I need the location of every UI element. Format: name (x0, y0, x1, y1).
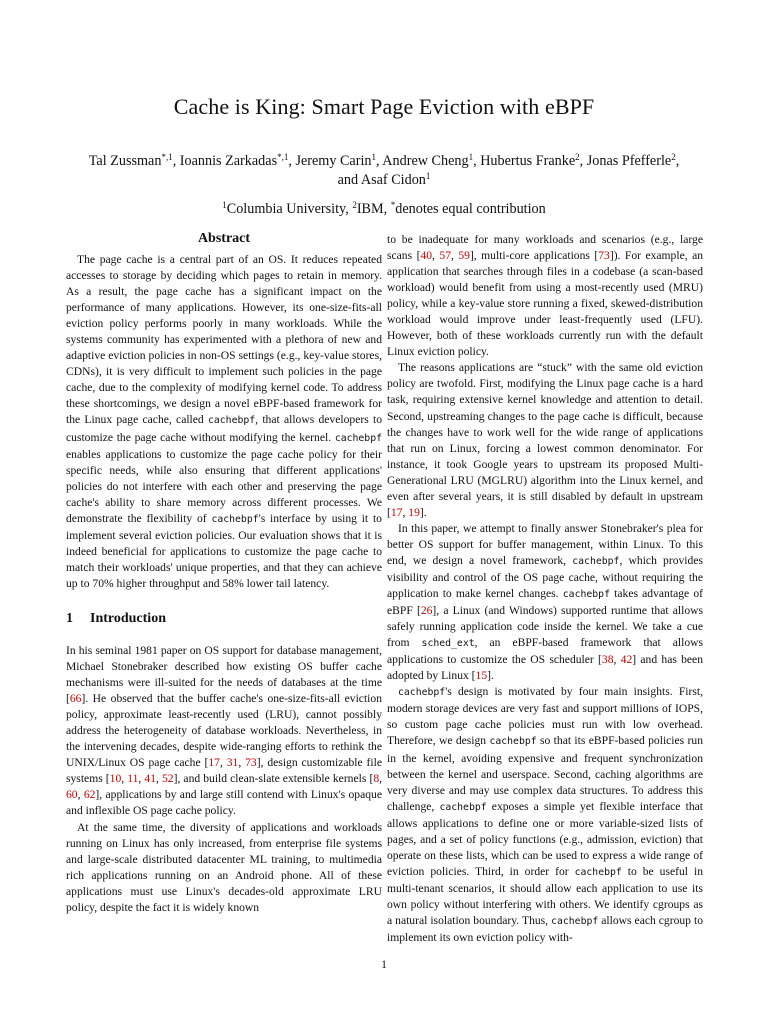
intro-paragraph-2: At the same time, the diversity of applications and workloads running on Linux has only increased, from enterprise file systems and large-scale distributed datacenter ML training, to multimedia rich applications running on an Android phone. All of these applications must use Linux's decades-old approximate LRU policy, despite the fact it is widely known (66, 820, 382, 914)
section-heading-introduction (66, 610, 382, 628)
citation-link[interactable]: 8 (373, 772, 380, 786)
right-column (387, 232, 703, 946)
citation-link[interactable]: 52 (161, 772, 174, 786)
abstract-text: The page cache is a central part of an OS. It reduces repeated accesses to storage by deciding which pages to retain in memory. As a result, the page cache has a significant impact on the performance of many applications. However, its one-size-fits-all eviction policy performs poorly in many workloads. While the systems community has experimented with a plethora of new and adaptive eviction policies in non-OS settings (e.g., key-value stores, CDNs), it is very difficult to implement such policies in the page cache, due to the complexity of modifying kernel code. To address these shortcomings, we design a novel eBPF-based framework for the Linux page cache, called cachebpf, that allows developers to customize the page cache without modifying the kernel. cachebpf enables applications to customize the page cache policy for their specific needs, while also ensuring that different applications' policies do not interfere with each other and preserving the page cache's ability to share memory across different processes. We demonstrate the flexibility of cachebpf's interface by using it to implement several eviction policies. Our evaluation shows that it is indeed beneficial for applications to customize the page cache to match their workloads' unique properties, and that they can achieve up to 70% higher throughput and 58% lower tail latency. (66, 253, 382, 590)
citation-link[interactable]: 42 (620, 653, 633, 667)
author-line-1: Tal Zussman$^{*,1}$, Ioannis Zarkadas$^{*,1}$, Jeremy Carin$^1$, Andrew Cheng$^1$, Hubertus Franke$^2$, Jonas Pfefferle$^2$, (88, 152, 680, 169)
citation-link[interactable]: 41 (144, 772, 156, 786)
author-list (60, 152, 708, 190)
paper-title: Cache is King: Smart Page Eviction with eBPF (173, 94, 595, 119)
author-line-2: and Asaf Cidon$^1$ (337, 171, 431, 188)
citation-link[interactable]: 60 (66, 788, 78, 802)
abstract-heading: Abstract (197, 231, 251, 246)
intro-paragraph-1: In his seminal 1981 paper on OS support for database management, Michael Stonebraker described how existing OS buffer cache mechanisms were ill-suited for the needs of databases at the time [66]. He observed that the buffer cache's one-size-fits-all eviction policy, approximate least-recently used (LRU), cannot possibly address the heterogeneity of database workloads. Nevertheless, in the intervening decades, despite wide-ranging efforts to rethink the UNIX/Linux OS page cache [17, 31, 73], design customizable file systems [10, 11, 41, 52], and build clean-slate extensible kernels [8, 60, 62], applications by and large still contend with Linux's opaque and inflexible OS page cache policy. (66, 643, 383, 818)
intro-paragraph-5: In this paper, we attempt to finally answer Stonebraker's plea for better OS support for buffer management, within Linux. To this end, we design a novel framework, cachebpf, which provides visibility and control of the OS page cache, without requiring the application to make kernel changes. cachebpf takes advantage of eBPF [26], a Linux (and Windows) supported runtime that allows safely running application code inside the kernel. We take a cue from sched_ext, an eBPF-based framework that allows applications to customize the OS scheduler [38, 42] and has been adopted by Linux [15]. (387, 521, 704, 683)
citation-link[interactable]: 66 (69, 692, 82, 706)
citation-link[interactable]: 17 (208, 756, 220, 770)
citation-link[interactable]: 73 (598, 249, 610, 263)
citation-link[interactable]: 62 (83, 788, 96, 802)
citation-link[interactable]: 11 (127, 772, 139, 786)
citation-link[interactable]: 59 (458, 249, 470, 263)
section-number: 1 (66, 610, 73, 626)
intro-paragraph-3: to be inadequate for many workloads and scenarios (e.g., large scans [40, 57, 59], multi-core applications [73]). For example, an application that searches through files in a codebase (a scan-based workload) would benefit from using a most-recently used (MRU) policy, while a key-value store running a fixed, skewed-distribution workload would improve under least-frequently used (LFU). However, both of these workloads currently run with the default Linux eviction policy. (387, 233, 704, 359)
citation-link[interactable]: 40 (420, 249, 433, 263)
citation-link[interactable]: 73 (245, 756, 257, 770)
citation-link[interactable]: 38 (601, 653, 614, 667)
intro-paragraph-6: cachebpf's design is motivated by four main insights. First, modern storage devices are very fast and support millions of IOPS, so custom page cache policies must run with low overhead. Therefore, we design cachebpf so that its eBPF-based policies run in the kernel, avoiding expensive and frequent synchronization between the kernel and userspace. Second, caching algorithms are very diverse and may use complex data structures. To address this challenge, cachebpf exposes a simple yet flexible interface that allows applications to define one or more variable-sized lists of pages, and a set of policy functions (e.g., admission, eviction) that operate on these lists, which can be used to express a wide range of eviction policies. Third, in order for cachebpf to be useful in multi-tenant scenarios, it should allow each application to use its own policy without interfering with others. We identify cgroups as a natural isolation boundary. Thus, cachebpf allows each cgroup to implement its own eviction policy with- (387, 685, 704, 945)
citation-link[interactable]: 15 (475, 669, 488, 683)
citation-link[interactable]: 19 (408, 505, 420, 519)
citation-link[interactable]: 17 (390, 505, 403, 519)
citation-link[interactable]: 10 (109, 772, 122, 786)
section-title: Introduction (90, 610, 166, 626)
citation-link[interactable]: 57 (439, 249, 451, 263)
citation-link[interactable]: 26 (420, 604, 433, 618)
left-column (66, 230, 382, 916)
intro-paragraph-4: The reasons applications are “stuck” with the same old eviction policy are twofold. First, modifying the Linux page cache is a hard task, requiring extensive kernel knowledge and attention to detail. Second, upstreaming changes to the page cache is difficult, because the changes have to work well for the wide range of applications that run on Linux, forcing a lowest common denominator. For instance, it took Google years to upstream its proposed Multi-Generational LRU (MGLRU) algorithm into the Linux kernel, and even after several years, it is still disabled by default in upstream [17, 19]. (387, 361, 703, 519)
page-number: 1 (381, 958, 387, 971)
affiliations: $^1$Columbia University, $^2$IBM, *denotes equal contribution (222, 200, 546, 217)
citation-link[interactable]: 31 (226, 756, 239, 770)
